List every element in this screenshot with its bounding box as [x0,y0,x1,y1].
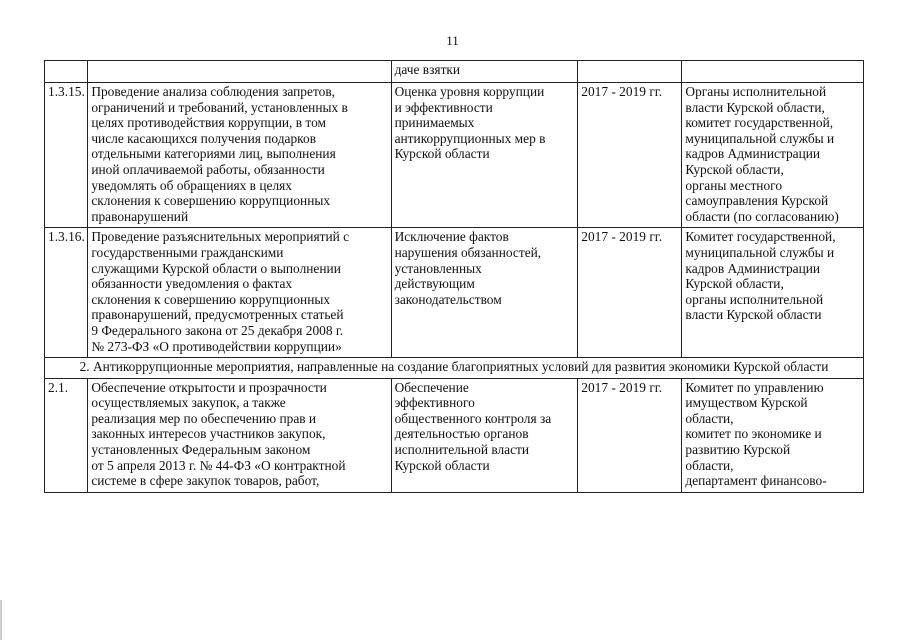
action-line: государственными гражданскими [91,244,284,260]
action-line: служащими Курской области о выполнении [91,260,341,276]
result-line: установленных [394,260,482,276]
page-number: 11 [446,33,459,48]
executor-line: развитию Курской [685,442,791,458]
action-line: Обеспечение открытости и прозрачности [91,379,327,395]
action-line: иной оплачиваемой работы, обязанности [91,161,325,177]
result-line: даче взятки [394,62,461,77]
executor-line: муниципальной службы и [685,244,835,260]
executor-line: Курской области, [685,161,784,177]
action-cell [88,61,391,83]
result-line: общественного контроля за [394,410,552,426]
action-line: обязанности уведомления о фактах [91,276,293,292]
table-row [45,83,864,228]
result-line: нарушения обязанностей, [394,244,542,260]
executor-line: муниципальной службы и [685,130,835,146]
action-cell [88,83,391,228]
action-line: реализация мер по обеспечению прав и [91,410,317,426]
measures-table [44,60,864,493]
period-cell: 2017 - 2019 гг. [578,83,682,228]
action-line: числе касающихся получения подарков [91,130,317,146]
period-cell: 2017 - 2019 гг. [578,228,682,358]
action-cell [88,228,391,358]
section-row [45,358,864,379]
executor-cell [682,61,864,83]
action-line: целях противодействия коррупции, в том [91,115,327,131]
executor-line: области, [685,457,734,473]
action-line: системе в сфере закупок товаров, работ, [91,473,320,489]
action-line: склонения к совершению коррупционных [91,291,331,307]
action-line: от 5 апреля 2013 г. № 44-ФЗ «О контрактной [91,457,346,473]
result-line: эффективного [394,395,475,411]
result-line: Обеспечение [394,379,469,395]
action-line: правонарушений, предусмотренных статьей [91,307,344,323]
result-line: Курской области [394,457,490,473]
executor-cell [682,378,864,492]
executor-line: органы местного [685,177,783,193]
result-line: исполнительной власти [394,442,530,458]
action-cell [88,378,391,492]
result-cell [391,228,578,358]
executor-line: кадров Администрации [685,260,821,276]
action-line: осуществляемых закупок, а также [91,395,286,411]
action-line: ограничений и требований, установленных в [91,99,348,115]
result-cell [391,378,578,492]
row-number: 1.3.15. [45,83,88,228]
executor-line: Органы исполнительной [685,84,827,99]
action-line: 9 Федерального закона от 25 декабря 2008 г. [91,322,344,338]
executor-line: имуществом Курской [685,395,808,411]
result-line: законодательством [394,291,502,307]
row-number: 2.1. [45,378,88,492]
table-body [45,61,864,493]
table-row [45,228,864,358]
row-number [45,61,88,83]
executor-line: Комитет государственной, [685,229,836,245]
executor-cell [682,83,864,228]
executor-cell [682,228,864,358]
action-line: отдельными категориями лиц, выполнения [91,146,336,162]
action-line: № 273-ФЗ «О противодействии коррупции» [91,338,342,354]
result-line: действующим [394,276,475,292]
section-heading: 2. Антикоррупционные мероприятия, направленные на создание благоприятных условий для развития экономики Курской области [45,358,864,379]
action-line: склонения к совершению коррупционных [91,193,331,209]
table-row [45,378,864,492]
result-cell [391,83,578,228]
row-number: 1.3.16. [45,228,88,358]
result-line: и эффективности [394,99,493,115]
result-line: Курской области [394,146,490,162]
action-line: правонарушений [91,208,189,224]
action-line: законных интересов участников закупок, [91,426,326,442]
action-line: установленных Федеральным законом [91,442,311,458]
executor-line: самоуправления Курской [685,193,829,209]
result-line: деятельностью органов [394,426,529,442]
executor-line: власти Курской области [685,307,822,323]
table-row [45,61,864,83]
executor-line: власти Курской области, [685,99,825,115]
executor-line: Курской области, [685,276,784,292]
executor-line: комитет по экономике и [685,426,822,442]
action-line: Проведение анализа соблюдения запретов, [91,84,335,99]
executor-line: органы исполнительной [685,291,824,307]
result-line: Оценка уровня коррупции [394,84,545,99]
result-line: Исключение фактов [394,229,509,245]
executor-line: области, [685,410,734,426]
period-cell: 2017 - 2019 гг. [578,378,682,492]
executor-line: департамент финансово- [685,473,827,489]
period-cell [578,61,682,83]
result-cell [391,61,578,83]
executor-line: области (по согласованию) [685,208,839,224]
executor-line: Комитет по управлению [685,379,824,395]
executor-line: кадров Администрации [685,146,821,162]
action-line: уведомлять об обращениях в целях [91,177,293,193]
result-line: принимаемых [394,115,475,131]
result-line: антикоррупционных мер в [394,130,546,146]
scan-edge-shadow [0,600,2,640]
executor-line: комитет государственной, [685,115,834,131]
action-line: Проведение разъяснительных мероприятий с [91,229,350,245]
